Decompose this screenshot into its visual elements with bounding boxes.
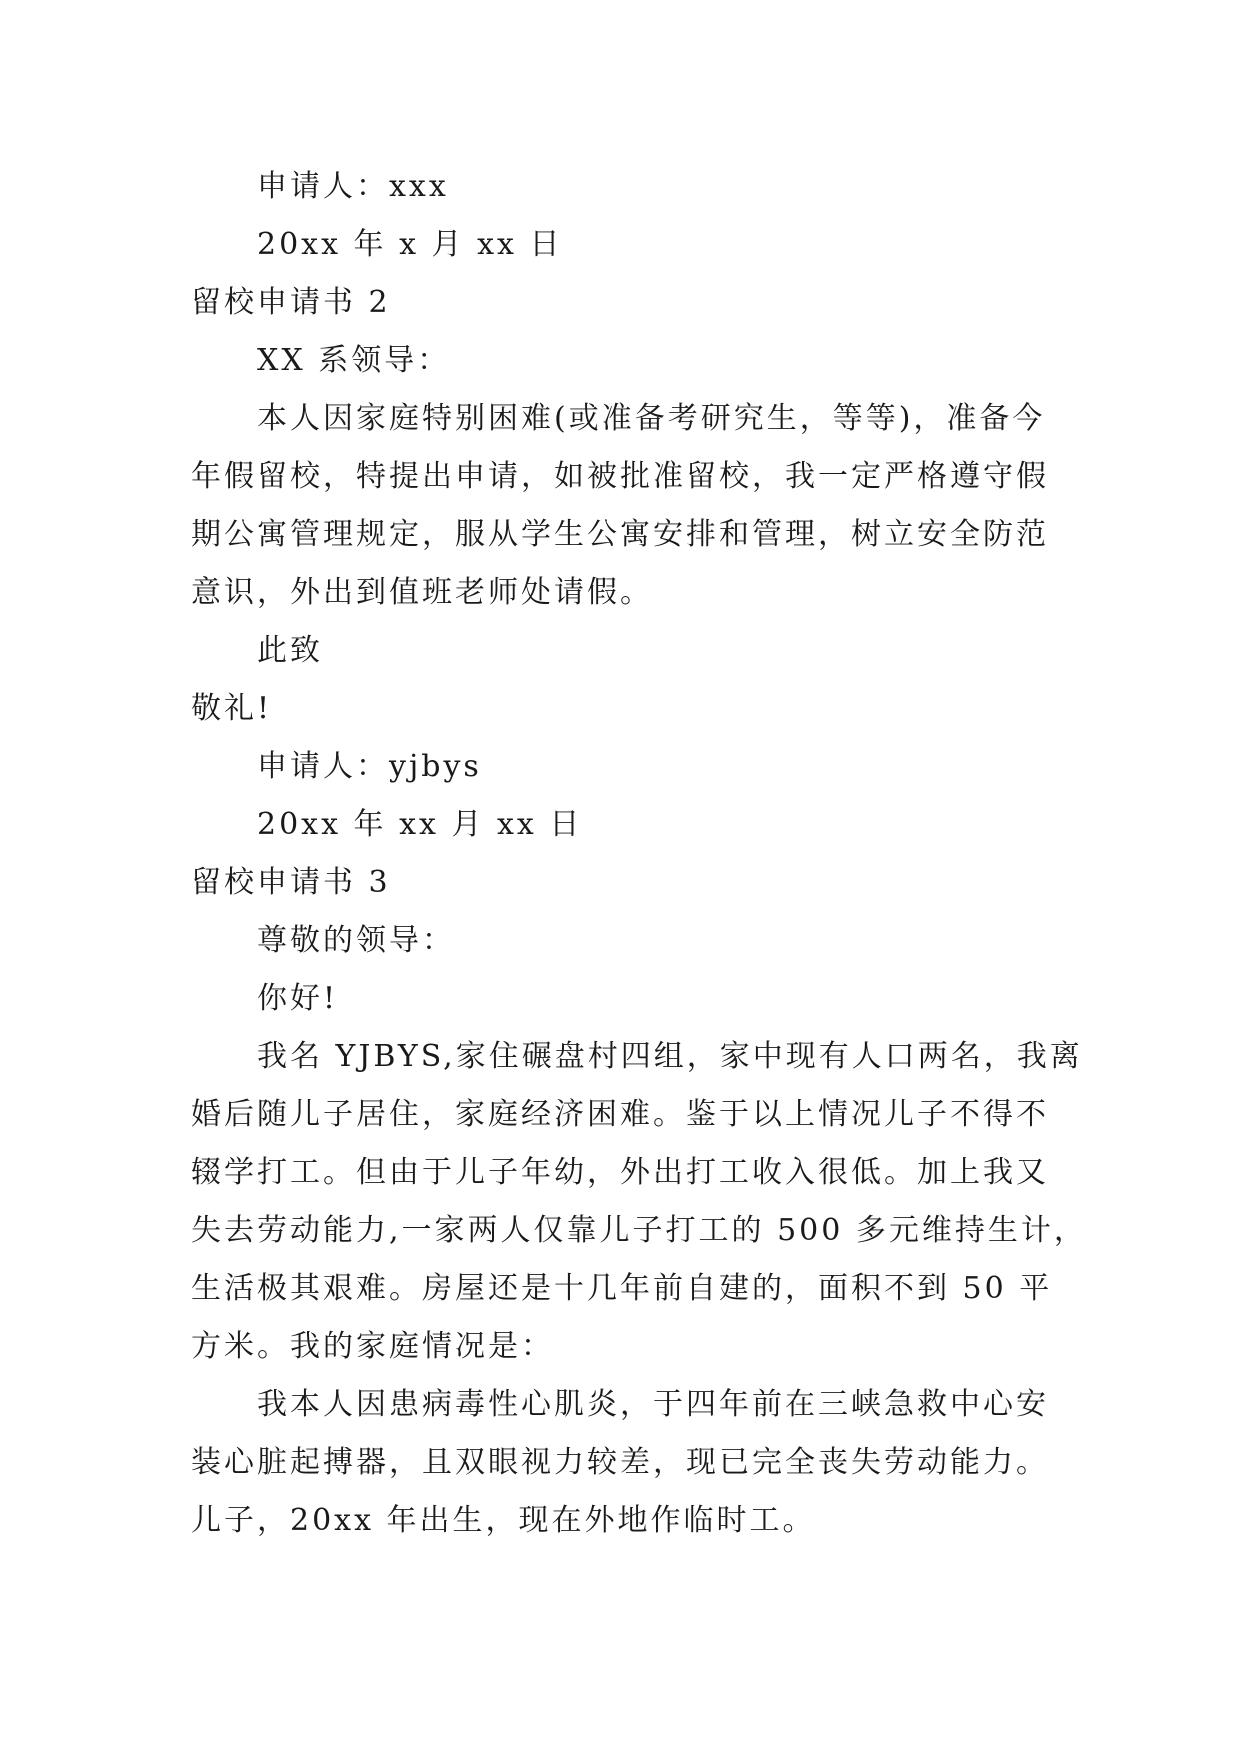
salutation-3: 尊敬的领导：: [257, 923, 455, 958]
applicant-line-2: 申请人：yjbys: [257, 749, 482, 784]
body-line: 生活极其艰难。房屋还是十几年前自建的，面积不到 50 平: [191, 1271, 1053, 1306]
date-line-2: 20xx 年 xx 月 xx 日: [257, 807, 583, 842]
section-heading-2: 留校申请书 2: [191, 285, 391, 320]
body-line: 辍学打工。但由于儿子年幼，外出打工收入很低。加上我又: [191, 1155, 1049, 1190]
body-line: 期公寓管理规定，服从学生公寓安排和管理，树立安全防范: [191, 517, 1049, 552]
body-line: 方米。我的家庭情况是：: [191, 1329, 554, 1364]
body-line: 失去劳动能力,一家两人仅靠儿子打工的 500 多元维持生计，: [191, 1213, 1087, 1248]
body-line: 意识，外出到值班老师处请假。: [191, 575, 653, 610]
body-line: 装心脏起搏器，且双眼视力较差，现已完全丧失劳动能力。: [191, 1445, 1049, 1480]
body-line: 本人因家庭特别困难(或准备考研究生，等等)，准备今: [257, 401, 1046, 436]
date-line-1: 20xx 年 x 月 xx 日: [257, 227, 563, 262]
section-heading-3: 留校申请书 3: [191, 865, 391, 900]
body-line: 年假留校，特提出申请，如被批准留校，我一定严格遵守假: [191, 459, 1049, 494]
closing-line: 此致: [257, 633, 323, 668]
greeting-line: 你好!: [257, 981, 339, 1016]
body-line: 我本人因患病毒性心肌炎，于四年前在三峡急救中心安: [257, 1387, 1049, 1422]
body-line: 儿子，20xx 年出生，现在外地作临时工。: [191, 1503, 816, 1538]
body-line: 我名 YJBYS,家住碾盘村四组，家中现有人口两名，我离: [257, 1039, 1083, 1074]
body-line: 婚后随儿子居住，家庭经济困难。鉴于以上情况儿子不得不: [191, 1097, 1049, 1132]
document-content: [191, 158, 1087, 1550]
salutation-2: XX 系领导：: [257, 343, 451, 378]
applicant-line-1: 申请人：xxx: [257, 169, 449, 204]
regards-line: 敬礼!: [191, 691, 273, 726]
